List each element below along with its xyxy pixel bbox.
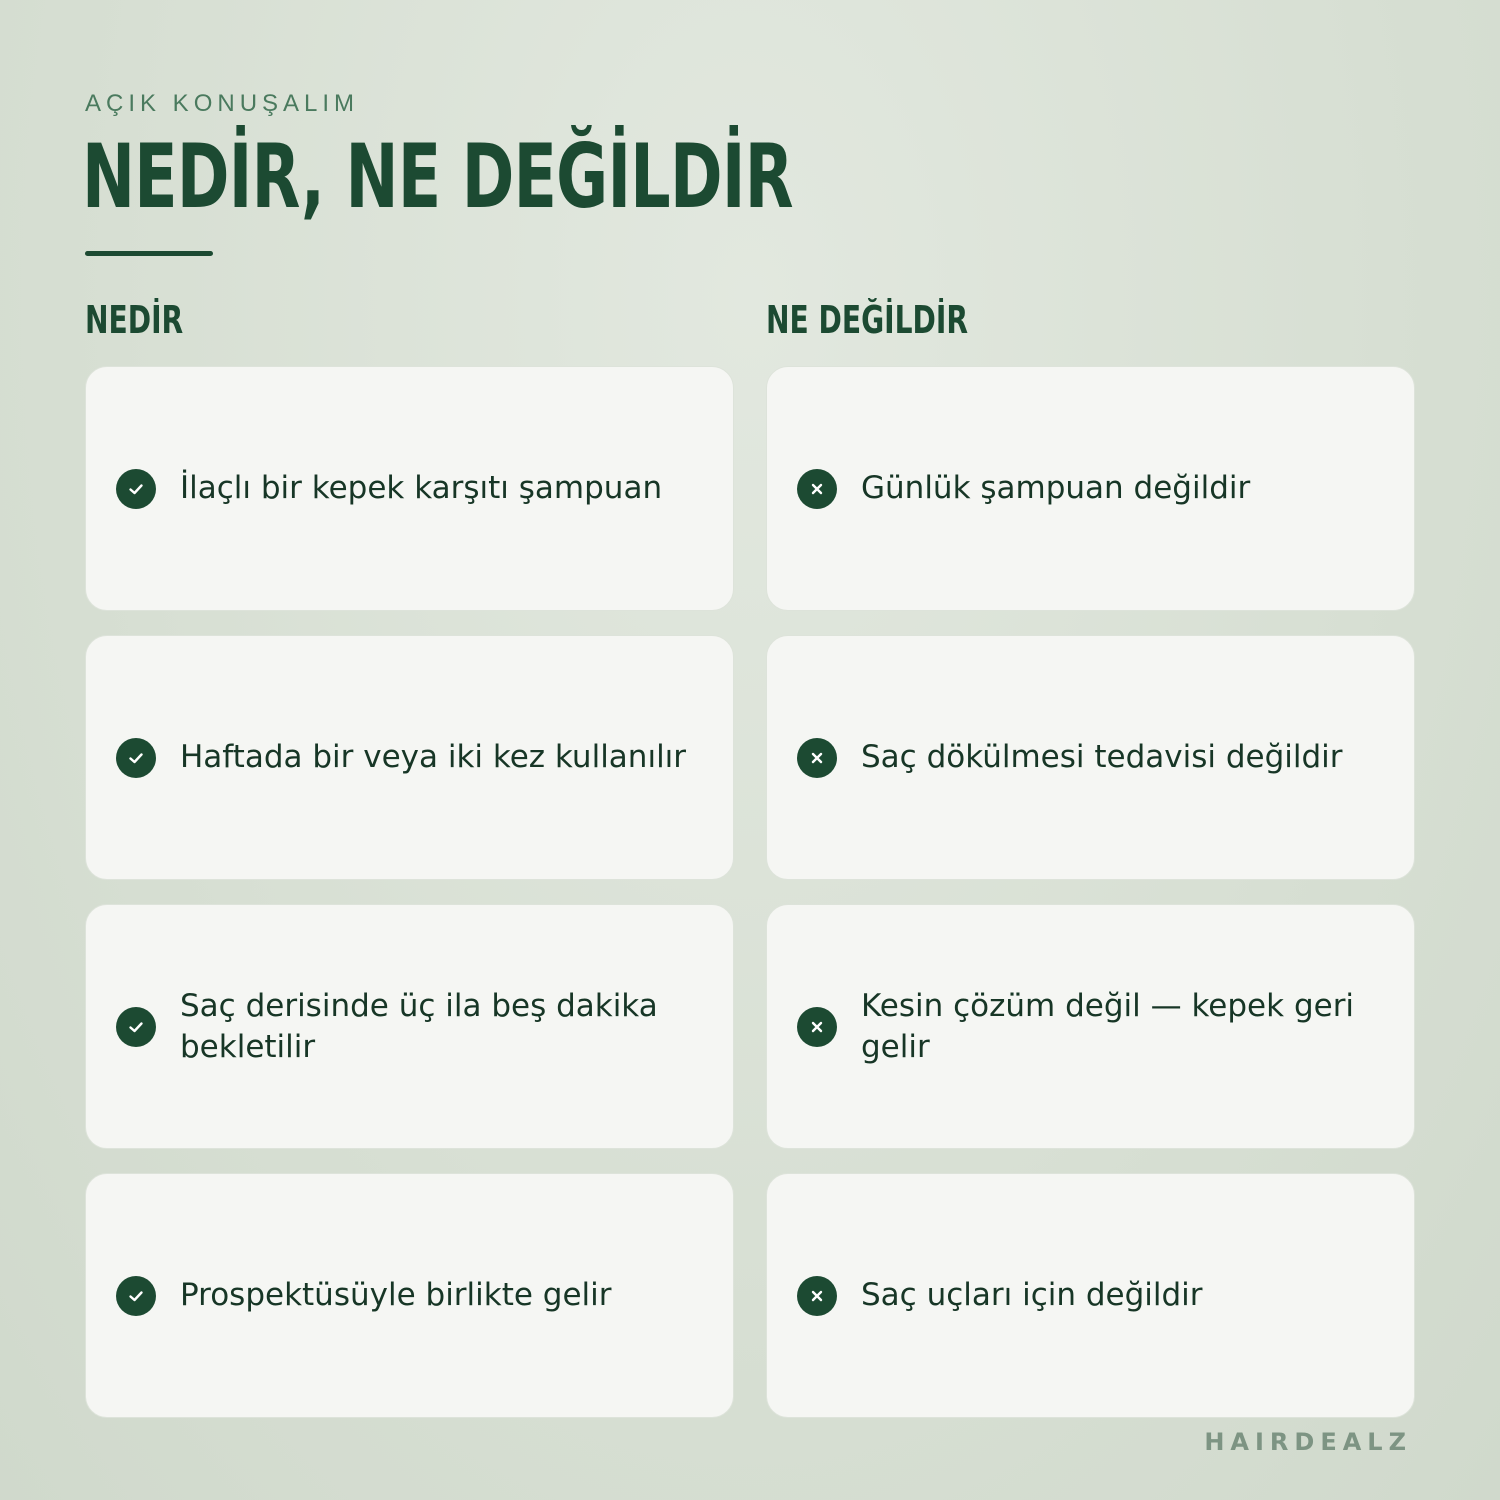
is-card [85, 635, 734, 880]
x-icon [797, 738, 837, 778]
column-heading-is-not: NE DEĞİLDİR [766, 298, 969, 342]
is-card [85, 904, 734, 1149]
check-icon [116, 1007, 156, 1047]
comparison-grid [85, 366, 1415, 1418]
is-not-item-text: Saç uçları için değildir [861, 1277, 1203, 1313]
check-icon [116, 469, 156, 509]
x-icon [797, 1007, 837, 1047]
is-card [85, 1173, 734, 1418]
is-not-card [766, 904, 1415, 1149]
is-not-item-text: Kesin çözüm değil — kepek geri gelir [861, 987, 1355, 1065]
check-icon [116, 1276, 156, 1316]
is-not-item-text: Saç dökülmesi tedavisi değildir [861, 739, 1343, 775]
check-icon [116, 738, 156, 778]
is-not-item-text: Günlük şampuan değildir [861, 470, 1251, 506]
brand-wordmark: HAIRDEALZ [1204, 1428, 1412, 1456]
is-not-card [766, 635, 1415, 880]
x-icon [797, 1276, 837, 1316]
is-item-text: Haftada bir veya iki kez kullanılır [180, 739, 687, 775]
page-title: NEDİR, NE DEĞİLDİR [82, 125, 793, 228]
x-icon [797, 469, 837, 509]
title-underline [85, 251, 213, 256]
is-not-card [766, 1173, 1415, 1418]
is-item-text: Saç derisinde üç ila beş dakika bekletilir [180, 987, 658, 1065]
is-item-text: Prospektüsüyle birlikte gelir [180, 1277, 612, 1313]
column-heading-is: NEDİR [85, 298, 184, 342]
is-card [85, 366, 734, 611]
is-not-card [766, 366, 1415, 611]
is-item-text: İlaçlı bir kepek karşıtı şampuan [180, 470, 663, 506]
eyebrow-label: AÇIK KONUŞALIM [85, 90, 360, 117]
